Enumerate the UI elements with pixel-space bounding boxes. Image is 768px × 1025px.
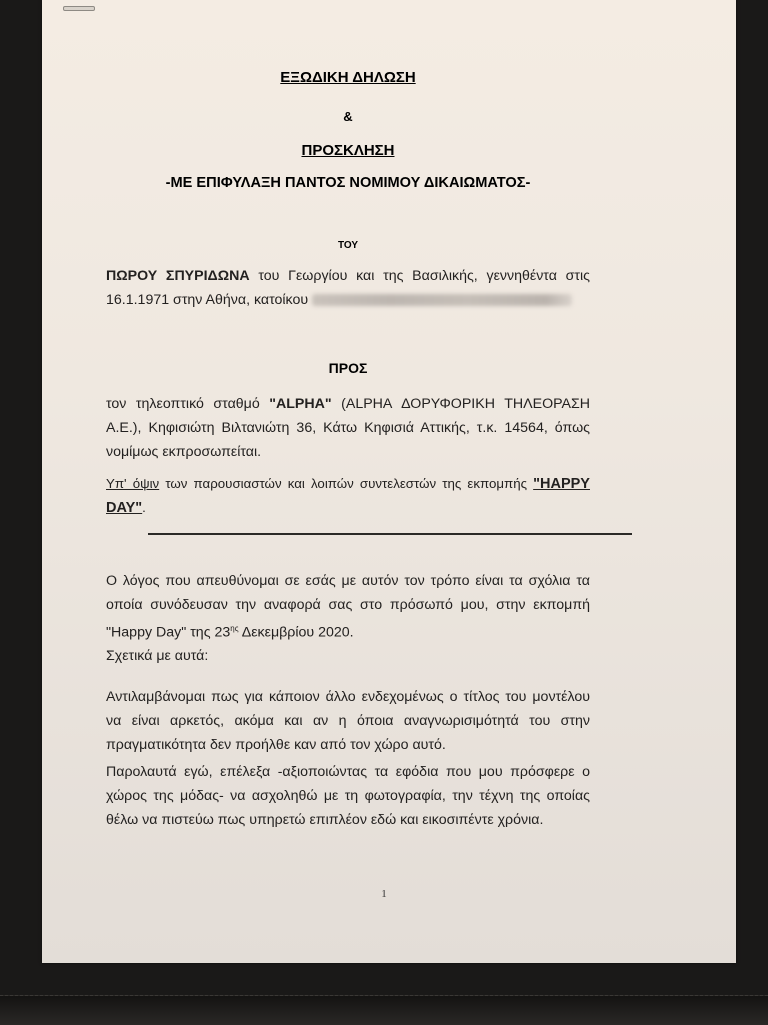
paragraph-2: Σχετικά με αυτά: xyxy=(106,648,209,664)
sender-name: ΠΩΡΟΥ ΣΠΥΡΙΔΩΝΑ xyxy=(106,268,250,284)
regarding-text: των παρουσιαστών και λοιπών συντελεστών της εκπομπής xyxy=(159,476,534,491)
ampersand: & xyxy=(343,109,353,124)
paragraph-3: Αντιλαμβάνομαι πως για κάποιον άλλο ενδεχομένως ο τίτλος του μοντέλου να είναι αρκετός, ακόμα και αν η όποια αναγνωρισιμότητά του στην πραγματικότητα δεν προήλθε καν από τον χώρο αυτό. xyxy=(106,689,590,753)
recipient-prefix: τον τηλεοπτικό σταθμό xyxy=(106,396,270,412)
legal-reservation: -ΜΕ ΕΠΙΦΥΛΑΞΗ ΠΑΝΤΟΣ ΝΟΜΙΜΟΥ ΔΙΚΑΙΩΜΑΤΟΣ- xyxy=(165,175,531,191)
redacted-address xyxy=(312,294,572,306)
sender-block xyxy=(106,264,590,312)
regarding-line xyxy=(106,472,590,520)
folder-edge xyxy=(0,995,768,1025)
paragraph-4: Παρολαυτά εγώ, επέλεξα -αξιοποιώντας τα εφόδια που μου πρόσφερε ο χώρος της μόδας- να ασχοληθώ με τη φωτογραφία, την τέχνη της οποίας θέλω να πιστεύω πως υπηρετώ επιπλέον εδώ και εικοσιπέντε χρόνια. xyxy=(106,764,590,828)
ordinal-superscript: ης xyxy=(230,624,239,633)
document-title: ΕΞΩΔΙΚΗ ΔΗΛΩΣΗ xyxy=(280,69,416,86)
separator-line xyxy=(148,533,632,535)
sender-details: του Γεωργίου και της Βασιλικής, γεννηθέντα στις 16.1.1971 στην Αθήνα, κατοίκου xyxy=(106,268,590,308)
regarding-suffix: . xyxy=(142,500,146,515)
to-label: ΠΡΟΣ xyxy=(328,360,368,376)
staple-icon xyxy=(63,6,95,11)
show-name: "HAPPY DAY" xyxy=(106,476,590,516)
regarding-prefix: Υπ' όψιν xyxy=(106,476,160,491)
recipient-station: "ALPHA" xyxy=(269,396,332,412)
paragraph-1-text: Ο λόγος που απευθύνομαι σε εσάς με αυτόν τον τρόπο είναι τα σχόλια τα οποία συνόδευσαν την αναφορά σας στο πρόσωπό μου, στην εκπομπή "Happy Day" της 23 xyxy=(106,573,590,641)
document-subtitle: ΠΡΟΣΚΛΗΣΗ xyxy=(301,142,395,159)
paragraph-1-date: Δεκεμβρίου 2020. xyxy=(238,624,354,641)
recipient-details: (ALPHA ΔΟΡΥΦΟΡΙΚΗ ΤΗΛΕΟΡΑΣΗ Α.Ε.), Κηφισιώτη Βιλτανιώτη 36, Κάτω Κηφισιά Αττικής, τ.κ. 14564, όπως νομίμως εκπροσωπείται. xyxy=(106,396,590,460)
page-number: 1 xyxy=(381,888,387,900)
paragraph-1 xyxy=(106,569,590,645)
recipient-block xyxy=(106,392,590,464)
of-label: ΤΟΥ xyxy=(337,240,359,251)
